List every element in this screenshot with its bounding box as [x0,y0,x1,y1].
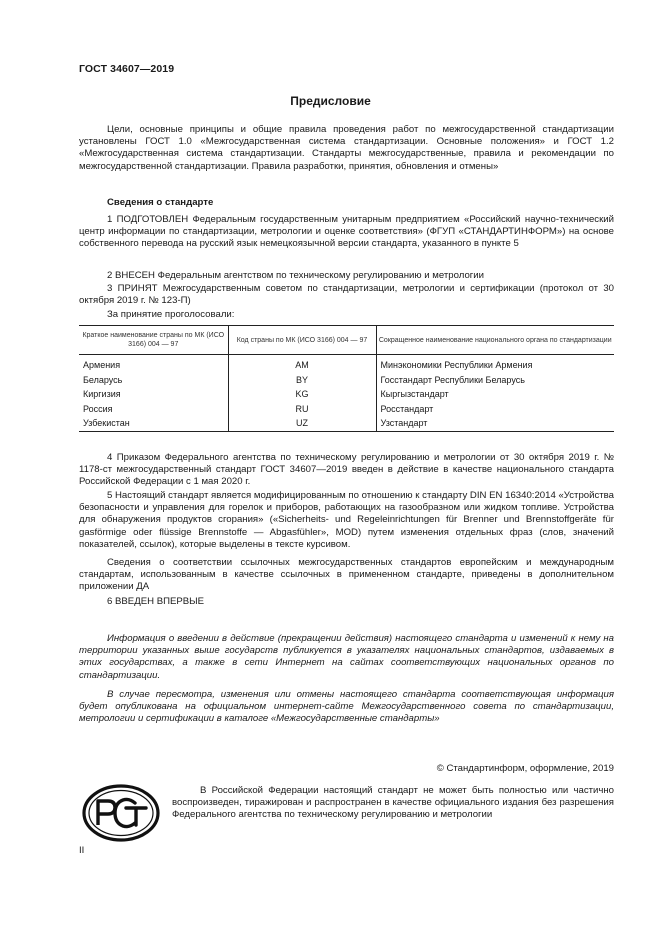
page-title: Предисловие [290,94,371,108]
page-number: II [79,845,85,856]
column-header-country: Краткое наименование страны по МК (ИСО 3166) 004 — 97 [79,326,228,355]
code-cell: UZ [228,416,376,431]
info-paragraph-introduction: Информация о введении в действие (прекращении действия) настоящего стандарта и изменений к нему на территории указанных выше государств публикуется в указателях национальных стандартов, издаваемых в этих государствах, а также в сети Интернет на сайтах соответствующих национальных органов по стандартизации. [79,633,614,681]
rst-certification-mark-icon [82,784,160,842]
body-cell: Росстандарт [376,402,614,417]
voting-states-table [79,325,614,432]
body-cell: Госстандарт Республики Беларусь [376,373,614,388]
body-cell: Кыргызстандарт [376,387,614,402]
item-6-paragraph: 6 ВВЕДЕН ВПЕРВЫЕ [107,596,205,607]
reproduction-notice: В Российской Федерации настоящий стандарт не может быть полностью или частично воспроизведен, тиражирован и распространен в качестве официального издания без разрешения Федерального агентства по техническому регулированию и метрологии [172,785,614,821]
info-paragraph-revision: В случае пересмотра, изменения или отмены настоящего стандарта соответствующая информация будет опубликована на официальном интернет-сайте Межгосударственного совета по стандартизации, метрологии и сертификации в каталоге «Межгосударственные стандарты» [79,689,614,725]
country-cell: Узбекистан [79,416,228,431]
item-5-paragraph: 5 Настоящий стандарт является модифицированным по отношению к стандарту DIN EN 16340:2014 «Устройства безопасности и управления для горелок и приборов, работающих на газообразном или жидком топливе. Устройства для обнаружения продуктов сгорания» («Sicherheits- und Regeleinrichtungen für Brenner und Brennstoffgeräte für gasförmige oder flüssige Brennstoffe — Abgasfühler», MOD) путем изменения отдельных фраз (слов, значений показателей, ссылок), которые выделены в тексте курсивом. [79,490,614,550]
item-4-paragraph: 4 Приказом Федерального агентства по техническому регулированию и метрологии от 30 октября 2019 г. № 1178-ст межгосударственный стандарт ГОСТ 34607—2019 введен в действие в качестве национального стандарта Российской Федерации с 1 мая 2020 г. [79,452,614,488]
item-3-paragraph: 3 ПРИНЯТ Межгосударственным советом по стандартизации, метрологии и сертификации (протокол от 30 октября 2019 г. № 123-П) [79,283,614,307]
table-row [79,402,614,417]
copyright-line: © Стандартинформ, оформление, 2019 [436,763,614,774]
table-row [79,387,614,402]
code-cell: RU [228,402,376,417]
table-row [79,355,614,373]
column-header-body: Сокращенное наименование национального органа по стандартизации [376,326,614,355]
country-cell: Киргизия [83,389,121,400]
column-header-code: Код страны по МК (ИСО 3166) 004 — 97 [228,326,376,355]
country-cell: Армения [83,360,121,370]
body-cell: Минэкономики Республики Армения [376,355,614,373]
intro-paragraph: Цели, основные принципы и общие правила проведения работ по межгосударственной стандартизации установлены ГОСТ 1.0 «Межгосударственная система стандартизации. Основные положения» и ГОСТ 1.2 «Межгосударственная система стандартизации. Стандарты межгосударственные, правила и рекомендации по межгосударственной стандартизации. Правила разработки, принятия, обновления и отмены» [79,124,614,172]
item-5-references-paragraph: Сведения о соответствии ссылочных межгосударственных стандартов европейским и международным стандартам, использованным в качестве ссылочных в примененном стандарте, приведены в дополнительном приложении ДА [79,557,614,593]
item-2-paragraph: 2 ВНЕСЕН Федеральным агентством по техническому регулированию и метрологии [107,270,485,281]
item-1-paragraph: 1 ПОДГОТОВЛЕН Федеральным государственным унитарным предприятием «Российский научно-технический центр информации по стандартизации, метрологии и оценке соответствия» (ФГУП «СТАНДАРТИНФОРМ») на основе собственного перевода на русский язык немецкоязычной версии стандарта, указанного в пункте 5 [79,214,614,250]
table-header-row [79,326,614,355]
country-cell: Россия [83,403,113,414]
country-cell: Беларусь [83,374,123,385]
standard-header: ГОСТ 34607—2019 [79,63,175,75]
table-row [79,416,614,431]
code-cell: AM [228,355,376,373]
table-row [79,373,614,388]
section-heading: Сведения о стандарте [107,197,214,208]
body-cell: Узстандарт [376,416,614,431]
code-cell: KG [228,387,376,402]
item-3-vote-label: За принятие проголосовали: [107,309,235,320]
code-cell: BY [228,373,376,388]
